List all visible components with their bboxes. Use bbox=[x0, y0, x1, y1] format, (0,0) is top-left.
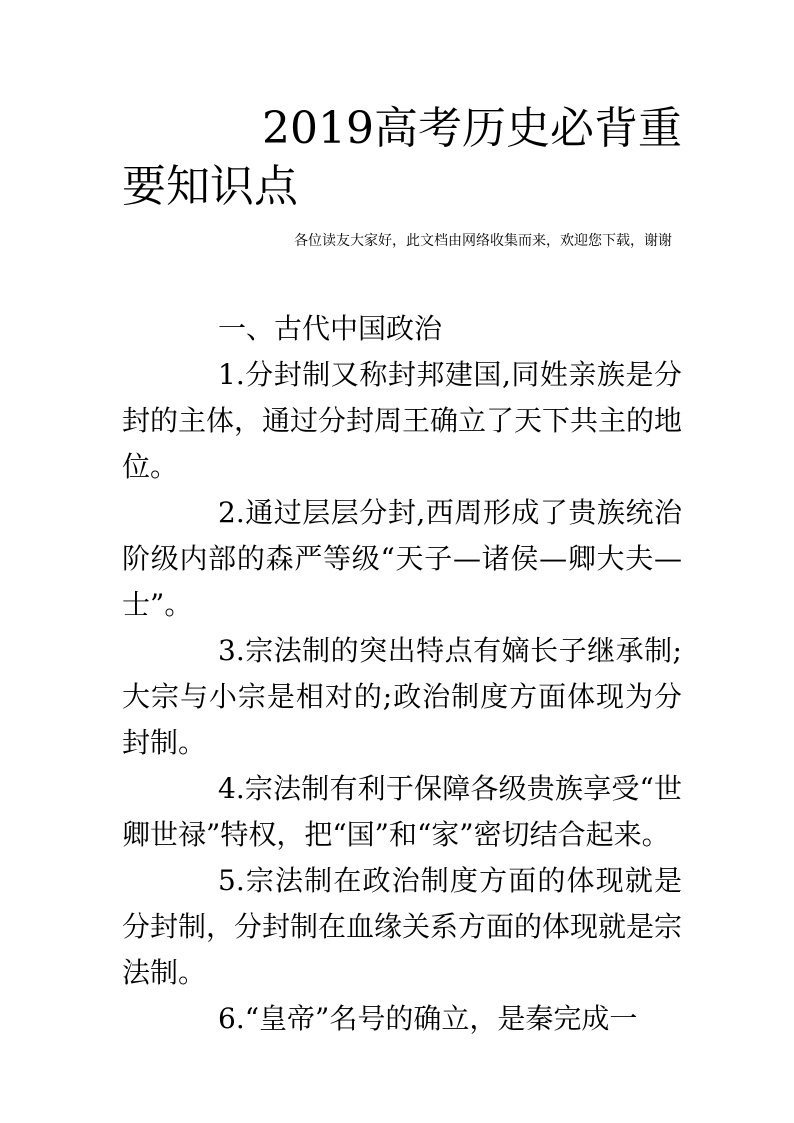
document-subtitle: 各位读友大家好，此文档由网络收集而来，欢迎您下载，谢谢 bbox=[294, 233, 672, 249]
paragraph-6: 6.“皇帝”名号的确立，是秦完成一 bbox=[218, 1002, 638, 1035]
document-body bbox=[122, 306, 682, 1042]
paragraph-4: 4.宗法制有利于保障各级贵族享受“世卿世禄”特权，把“国”和“家”密切结合起来。 bbox=[122, 772, 682, 851]
paragraph-5: 5.宗法制在政治制度方面的体现就是分封制，分封制在血缘关系方面的体现就是宗法制。 bbox=[122, 864, 683, 989]
paragraph-1: 1.分封制又称封邦建国,同姓亲族是分封的主体，通过分封周王确立了天下共主的地位。 bbox=[122, 358, 683, 483]
paragraph-2: 2.通过层层分封,西周形成了贵族统治阶级内部的森严等级“天子—诸侯—卿大夫—士”。 bbox=[122, 496, 682, 621]
document-title: 2019高考历史必背重要知识点 bbox=[122, 103, 682, 212]
section-heading: 一、古代中国政治 bbox=[218, 312, 443, 345]
paragraph-3: 3.宗法制的突出特点有嫡长子继承制;大宗与小宗是相对的;政治制度方面体现为分封制。 bbox=[122, 634, 682, 759]
